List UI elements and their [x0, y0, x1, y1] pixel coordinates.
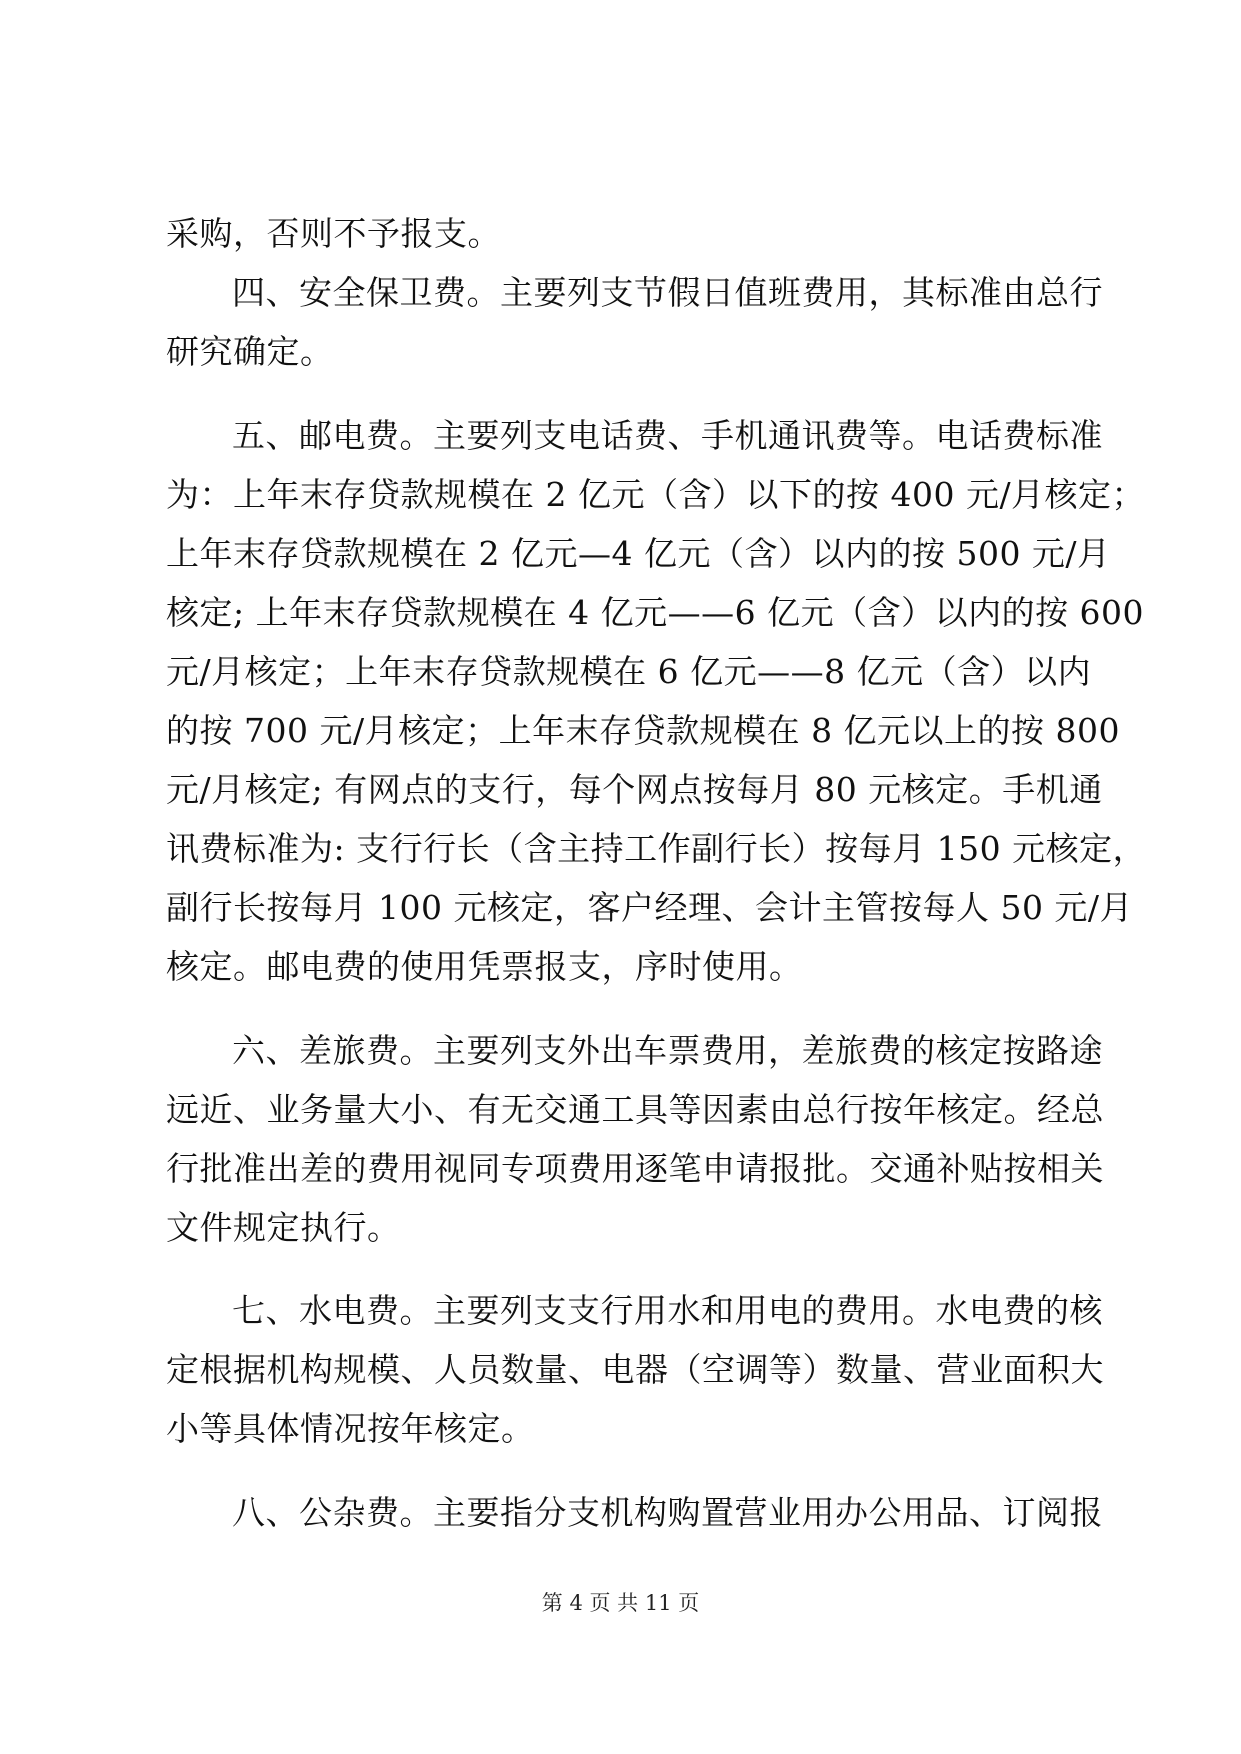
text-line-7: 核定; 上年末存贷款规模在 4 亿元——6 亿元（含）以内的按 600 [166, 593, 1145, 632]
text-line-20: 小等具体情况按年核定。 [166, 1409, 535, 1448]
text-line-12: 副行长按每月 100 元核定，客户经理、会计主管按每人 50 元/月 [166, 888, 1134, 927]
text-line-8: 元/月核定；上年末存贷款规模在 6 亿元——8 亿元（含）以内 [166, 652, 1092, 691]
text-line-14: 六、差旅费。主要列支外出车票费用，差旅费的核定按路途 [232, 1031, 1103, 1070]
text-line-11: 讯费标准为: 支行行长（含主持工作副行长）按每月 150 元核定， [166, 829, 1147, 868]
text-line-15: 远近、业务量大小、有无交通工具等因素由总行按年核定。经总 [166, 1090, 1104, 1129]
text-line-6: 上年末存贷款规模在 2 亿元—4 亿元（含）以内的按 500 元/月 [166, 534, 1111, 573]
text-line-13: 核定。邮电费的使用凭票报支，序时使用。 [166, 947, 803, 986]
text-line-4: 五、邮电费。主要列支电话费、手机通讯费等。电话费标准 [232, 416, 1103, 455]
text-line-17: 文件规定执行。 [166, 1208, 401, 1247]
text-line-3: 研究确定。 [166, 332, 334, 371]
text-line-5: 为：上年末存贷款规模在 2 亿元（含）以下的按 400 元/月核定； [166, 475, 1146, 514]
text-line-16: 行批准出差的费用视同专项费用逐笔申请报批。交通补贴按相关 [166, 1149, 1104, 1188]
text-line-9: 的按 700 元/月核定；上年末存贷款规模在 8 亿元以上的按 800 [166, 711, 1121, 750]
text-line-19: 定根据机构规模、人员数量、电器（空调等）数量、营业面积大 [166, 1350, 1104, 1389]
text-line-2: 四、安全保卫费。主要列支节假日值班费用，其标准由总行 [232, 273, 1103, 312]
text-line-18: 七、水电费。主要列支支行用水和用电的费用。水电费的核 [232, 1291, 1103, 1330]
text-line-21: 八、公杂费。主要指分支机构购置营业用办公用品、订阅报 [232, 1493, 1103, 1532]
page-number-footer: 第 4 页 共 11 页 [541, 1591, 700, 1615]
text-line-1: 采购，否则不予报支。 [166, 214, 501, 253]
text-line-10: 元/月核定; 有网点的支行，每个网点按每月 80 元核定。手机通 [166, 770, 1103, 809]
